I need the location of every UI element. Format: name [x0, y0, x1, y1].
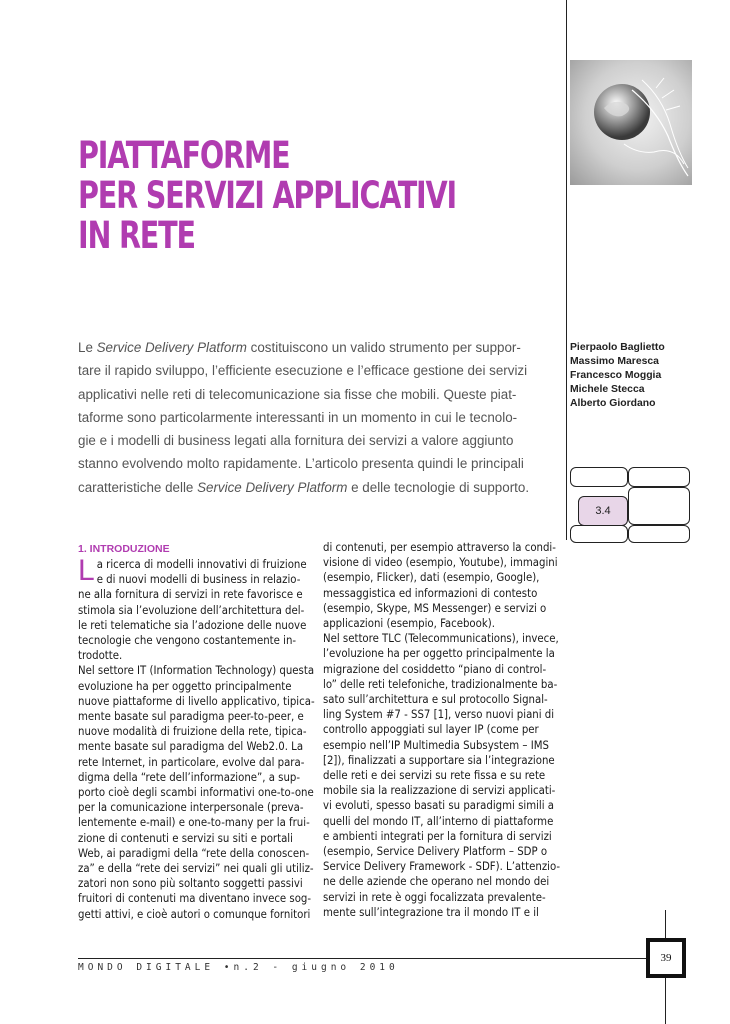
text-line: mente basate sul paradigma del Web2.0. La [78, 740, 304, 754]
abstract-line: Le Service Delivery Platform costituiscono un valido strumento per suppor- [78, 340, 521, 355]
text-line: per la comunicazione interpersonale (preva- [78, 801, 304, 815]
text-line: evoluzione ha per oggetto principalmente [78, 679, 292, 693]
text-line: sato sull’architettura e sul protocollo Signal- [323, 693, 548, 707]
article-title [78, 136, 456, 256]
body-column-1 [78, 542, 315, 922]
author-name: Alberto Giordano [570, 398, 656, 409]
text-line: a ricerca di modelli innovativi di fruizione [96, 558, 307, 571]
text-line: migrazione del cosiddetto “piano di control- [323, 662, 547, 676]
text-line: Nel settore IT (Information Technology) questa [78, 664, 315, 678]
text-line: [2]), finalizzati a supportare sia l’integrazione [323, 753, 555, 767]
text-line: za” e della “rete dei servizi” nei quali gli utiliz- [78, 862, 314, 876]
marker-cell [628, 487, 690, 525]
text-line: servizi in rete è oggi focalizzata prevalente- [323, 890, 546, 904]
abstract-line: stanno evolvendo molto rapidamente. L’articolo presenta quindi le principali [78, 456, 524, 472]
text-line: Nel settore TLC (Telecommunications), invece, [323, 632, 559, 646]
text-line: esempio nell’IP Multimedia Subsystem – IMS [323, 738, 549, 752]
journal-footer: MONDO DIGITALE •n.2 - giugno 2010 [78, 962, 399, 973]
text-line: digma della “rete dell’informazione”, a sup- [78, 770, 301, 784]
abstract [78, 336, 552, 499]
article-code: 3.4 [578, 496, 628, 526]
text-line: rete Internet, in particolare, evolve dal para- [78, 755, 305, 769]
section-heading: 1. INTRODUZIONE [78, 543, 170, 555]
text-line: lo” delle reti telefoniche, tradizionalmente ba- [323, 677, 558, 691]
marker-cell [570, 525, 628, 543]
text-line: Service Delivery Framework - SDF). L’attenzio- [323, 860, 561, 874]
text-line: porto cioè degli scambi informativi one-to-one [78, 786, 314, 800]
text-line: quelli del mondo IT, all’interno di piattaforme [323, 814, 554, 828]
marker-cell [628, 467, 690, 487]
drop-cap: L [78, 554, 95, 587]
title-line: PER SERVIZI APPLICATIVI [78, 174, 456, 217]
text-line: l’evoluzione ha per oggetto principalmente la [323, 647, 555, 661]
text-line: e ambienti integrati per la fornitura di servizi [323, 829, 552, 843]
text-line: e di nuovi modelli di business in relazio- [96, 573, 301, 587]
text-line: mente sull’integrazione tra il mondo IT e il [323, 905, 539, 919]
body-column-2 [323, 540, 561, 920]
text-line: visione di video (esempio, Youtube), immagini [323, 556, 558, 570]
vertical-rule [566, 0, 567, 540]
text-line: (esempio, Skype, MS Messenger) e servizi o [323, 601, 547, 615]
abstract-line: taforme sono particolarmente interessanti in un momento in cui le tecnolo- [78, 409, 518, 425]
footer-rule [78, 958, 648, 959]
text-line: tecnologie che vengono costantemente in- [78, 634, 297, 648]
text-line: controllo appoggiati sul layer IP (come per [323, 723, 539, 737]
title-line: PIATTAFORME [78, 134, 290, 177]
marker-cell [570, 467, 628, 487]
title-line: IN RETE [78, 214, 195, 257]
text-line: trodotte. [78, 649, 123, 663]
globe-hand-illustration [570, 60, 692, 185]
text-line: ne delle aziende che operano nel mondo dei [323, 875, 550, 889]
text-line: zione di contenuti e servizi su siti e portali [78, 831, 293, 845]
abstract-line: gie e i modelli di business legati alla fornitura dei servizi a valore aggiunto [78, 433, 514, 449]
text-line: mente basate sul paradigma peer-to-peer, e [78, 710, 304, 724]
authors-list [570, 341, 665, 411]
page-number-box [646, 938, 686, 978]
author-name: Michele Stecca [570, 384, 645, 395]
text-line: fruitori di contenuti ma diventano invece sog- [78, 892, 312, 906]
text-line: delle reti e dei servizi su rete fissa e su rete [323, 769, 546, 783]
text-line: stimola sia l’evoluzione dell’architettura del- [78, 603, 305, 617]
text-line: zatori non sono più soltanto soggetti passivi [78, 877, 303, 891]
author-name: Massimo Maresca [570, 356, 659, 367]
text-line: ne alla fornitura di servizi in rete favorisce e [78, 588, 303, 602]
author-name: Pierpaolo Baglietto [570, 342, 665, 353]
text-line: (esempio, Service Delivery Platform – SDP o [323, 845, 548, 859]
text-line: nuove modalità di fruizione della rete, tipica- [78, 725, 307, 739]
text-line: (esempio, Flicker), dati (esempio, Google), [323, 571, 540, 585]
text-line: vi evoluti, spesso basati su paradigmi simili a [323, 799, 555, 813]
abstract-line: tare il rapido sviluppo, l’efficiente esecuzione e l’efficace gestione dei servizi [78, 363, 528, 379]
abstract-line: applicativi nelle reti di telecomunicazione sia fisse che mobili. Queste piat- [78, 386, 517, 402]
text-line: getti attivi, e cioè autori o comunque fornitori [78, 907, 311, 921]
text-line: messaggistica ed informazioni di contesto [323, 586, 538, 600]
abstract-line: caratteristiche delle Service Delivery Platform e delle tecnologie di supporto. [78, 479, 530, 495]
text-line: applicazioni (esempio, Facebook). [323, 617, 495, 631]
marker-cell [628, 525, 690, 543]
text-line: nuove piattaforme di livello applicativo, tipica- [78, 694, 315, 708]
section-marker [570, 467, 690, 541]
text-line: di contenuti, per esempio attraverso la condi- [323, 541, 556, 554]
page-number: 39 [650, 942, 682, 974]
text-line: Web, ai paradigmi della “rete della conoscen- [78, 846, 310, 860]
author-name: Francesco Moggia [570, 370, 662, 381]
text-line: ling System #7 - SS7 [1], verso nuovi piani di [323, 708, 555, 722]
text-line: lentemente e-mail) e one-to-many per la frui- [78, 816, 310, 830]
text-line: mobile sia la realizzazione di servizi applicati- [323, 784, 556, 798]
text-line: le reti telematiche sia l’adozione delle nuove [78, 618, 307, 632]
